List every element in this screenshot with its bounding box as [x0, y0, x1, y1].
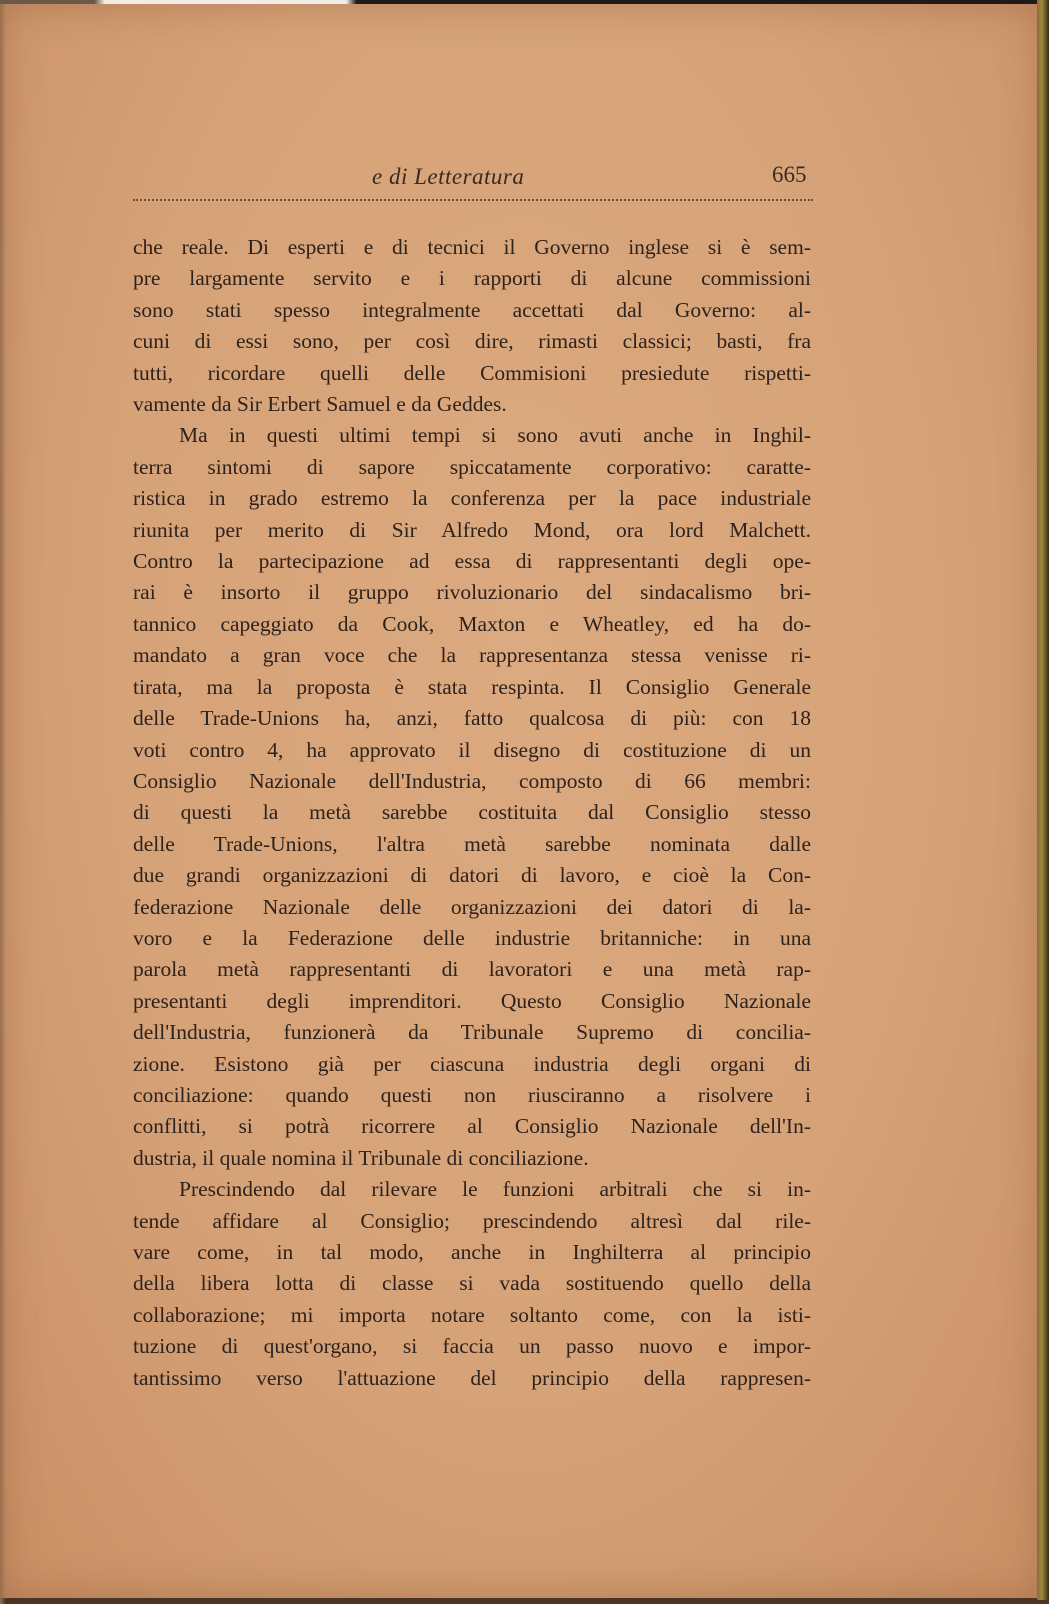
text-line: tutti, ricordare quelli delle Commisioni presiedute rispetti-	[133, 360, 811, 385]
page-number: 665	[772, 162, 807, 187]
text-line: parola metà rappresentanti di lavoratori e una metà rap-	[133, 957, 811, 982]
page-left-edge	[0, 4, 6, 1604]
text-line: conflitti, si potrà ricorrere al Consiglio Nazionale dell'In-	[133, 1114, 811, 1139]
text-line: vamente da Sir Erbert Samuel e da Geddes.	[133, 392, 507, 417]
text-line: collaborazione; mi importa notare soltanto come, con la isti-	[133, 1302, 811, 1327]
text-line: rai è insorto il gruppo rivoluzionario del sindacalismo bri-	[133, 580, 811, 605]
header-dotted-rule	[133, 199, 813, 201]
text-line: che reale. Di esperti e di tecnici il Governo inglese si è sem-	[133, 235, 811, 259]
book-page	[0, 4, 1042, 1598]
text-line: zione. Esistono già per ciascuna industria degli organi di	[133, 1051, 811, 1076]
text-line: vare come, in tal modo, anche in Inghilterra al principio	[133, 1240, 811, 1264]
text-line: ristica in grado estremo la conferenza per la pace industriale	[133, 486, 811, 511]
text-line: tantissimo verso l'attuazione del principio della rappresen-	[133, 1365, 811, 1390]
text-line: Consiglio Nazionale dell'Industria, composto di 66 membri:	[133, 768, 811, 793]
text-line: Ma in questi ultimi tempi si sono avuti anche in Inghil-	[179, 423, 811, 448]
text-line: federazione Nazionale delle organizzazioni dei datori di la-	[133, 894, 811, 919]
text-line: tannico capeggiato da Cook, Maxton e Wheatley, ed ha do-	[133, 611, 811, 636]
text-line: dustria, il quale nomina il Tribunale di conciliazione.	[133, 1145, 589, 1170]
text-line: cuni di essi sono, per così dire, rimasti classici; basti, fra	[133, 329, 811, 354]
book-binding-edge	[1037, 0, 1049, 1600]
text-line: terra sintomi di sapore spiccatamente corporativo: caratte-	[133, 454, 811, 479]
running-title: e di Letteratura	[372, 164, 525, 189]
text-line: mandato a gran voce che la rappresentanza stessa venisse ri-	[133, 643, 811, 668]
text-line: riunita per merito di Sir Alfredo Mond, ora lord Malchett.	[133, 517, 811, 542]
text-line: Prescindendo dal rilevare le funzioni arbitrali che si in-	[179, 1177, 811, 1202]
text-line: voro e la Federazione delle industrie britanniche: in una	[133, 925, 811, 950]
text-line: della libera lotta di classe si vada sostituendo quello della	[133, 1271, 811, 1296]
text-line: tende affidare al Consiglio; prescindendo altresì dal rile-	[133, 1208, 811, 1233]
text-line: pre largamente servito e i rapporti di alcune commissioni	[133, 266, 811, 291]
text-line: tirata, ma la proposta è stata respinta. Il Consiglio Generale	[133, 674, 811, 699]
text-line: di questi la metà sarebbe costituita dal Consiglio stesso	[133, 800, 811, 825]
text-line: Contro la partecipazione ad essa di rappresentanti degli ope-	[133, 549, 811, 574]
text-line: delle Trade-Unions, l'altra metà sarebbe nominata dalle	[133, 831, 811, 856]
text-line: conciliazione: quando questi non riusciranno a risolvere i	[133, 1082, 811, 1107]
text-line: dell'Industria, funzionerà da Tribunale Supremo di concilia-	[133, 1020, 811, 1045]
text-line: due grandi organizzazioni di datori di lavoro, e cioè la Con-	[133, 863, 811, 888]
text-line: tuzione di quest'organo, si faccia un passo nuovo e impor-	[133, 1334, 811, 1359]
text-line: sono stati spesso integralmente accettati dal Governo: al-	[133, 297, 811, 322]
text-line: voti contro 4, ha approvato il disegno di costituzione di un	[133, 737, 811, 762]
text-line: delle Trade-Unions ha, anzi, fatto qualcosa di più: con 18	[133, 706, 811, 731]
body-text	[133, 232, 811, 1394]
text-line: presentanti degli imprenditori. Questo Consiglio Nazionale	[133, 988, 811, 1013]
